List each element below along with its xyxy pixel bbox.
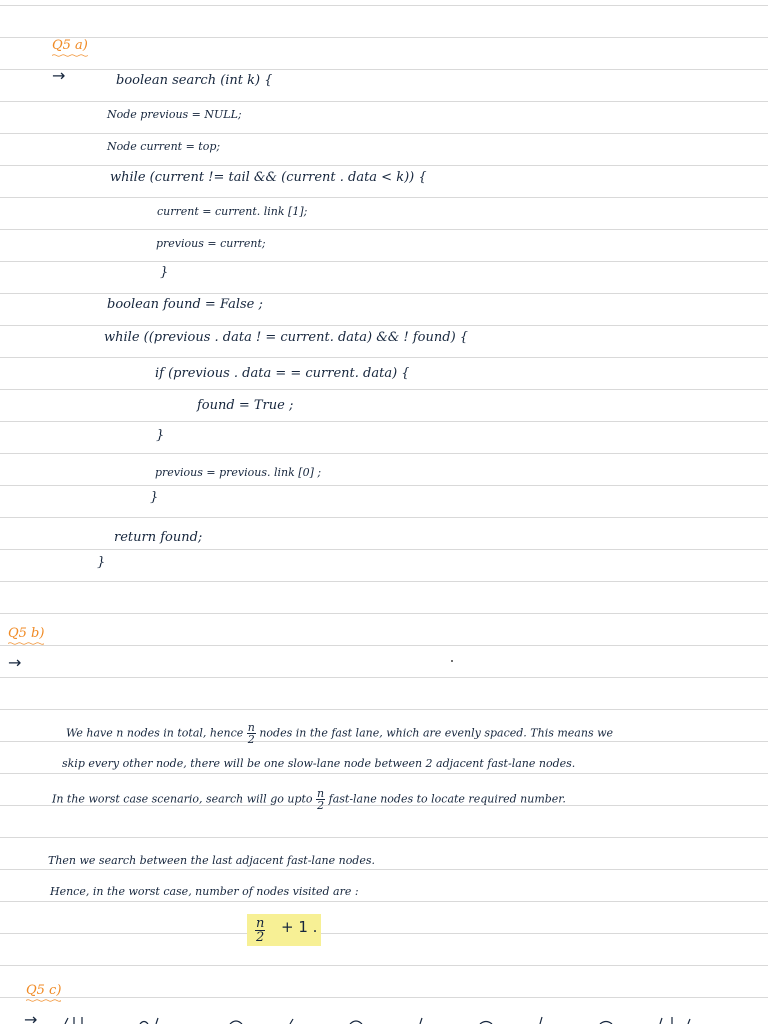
code-line: previous = current;: [156, 237, 266, 250]
code-line: while ((previous . data ! = current. data) && ! found) {: [104, 330, 469, 345]
code-line: found = True ;: [197, 398, 294, 413]
code-line: while (current != tail && (current . data < k)) {: [110, 170, 427, 185]
text-segment: In the worst case scenario, search will go upto: [52, 792, 313, 806]
fraction: [255, 917, 265, 944]
fraction-denominator: 2: [256, 930, 265, 945]
squiggle-underline-icon: [8, 642, 44, 645]
arrow-icon: →: [8, 653, 22, 672]
code-line: current = current. link [1];: [157, 205, 308, 218]
q5b-label-text: Q5 b): [8, 626, 45, 641]
code-line: Node previous = NULL;: [107, 108, 242, 121]
code-line: if (previous . data = = current. data) {: [155, 366, 410, 381]
fraction-denominator: 2: [247, 733, 255, 746]
paragraph-line: [66, 722, 613, 745]
fraction: [316, 788, 325, 811]
q5a-label-text: Q5 a): [52, 38, 88, 53]
q5a-label: [52, 38, 88, 53]
text-segment: nodes in the fast lane, which are evenly spaced. This means we: [259, 726, 614, 740]
arrow-icon: →: [24, 1010, 38, 1029]
fraction-numerator: n: [247, 721, 255, 734]
code-line: }: [97, 555, 106, 570]
cutoff-handwriting: [60, 1016, 700, 1024]
code-line: }: [160, 265, 169, 280]
code-line: Node current = top;: [107, 140, 221, 153]
code-line: boolean found = False ;: [107, 297, 263, 312]
ink-dot: [451, 660, 453, 662]
squiggle-underline-icon: [52, 54, 88, 57]
paragraph-line: skip every other node, there will be one slow-lane node between 2 adjacent fast-lane nodes.: [62, 757, 576, 770]
code-line: }: [150, 490, 159, 505]
text-segment: We have n nodes in total, hence: [66, 726, 244, 740]
answer-plus-one: + 1 .: [281, 918, 318, 936]
paragraph-line: Then we search between the last adjacent fast-lane nodes.: [48, 854, 376, 867]
code-line: boolean search (int k) {: [116, 73, 273, 88]
code-line: return found;: [114, 530, 203, 545]
code-line: }: [156, 428, 165, 443]
arrow-icon: →: [52, 66, 66, 85]
q5c-label: [26, 983, 61, 998]
q5b-label: [8, 626, 44, 641]
fraction-numerator: n: [256, 916, 265, 931]
text-segment: fast-lane nodes to locate required number.: [328, 792, 566, 806]
paragraph-line: [52, 788, 566, 811]
fraction: [247, 722, 256, 745]
squiggle-underline-icon: [26, 999, 61, 1002]
fraction-numerator: n: [317, 787, 325, 800]
paragraph-line: Hence, in the worst case, number of nodes visited are :: [50, 885, 359, 898]
fraction-denominator: 2: [317, 799, 325, 812]
q5c-label-text: Q5 c): [26, 983, 62, 998]
code-line: previous = previous. link [0] ;: [155, 466, 322, 479]
answer-fraction: [255, 917, 265, 944]
